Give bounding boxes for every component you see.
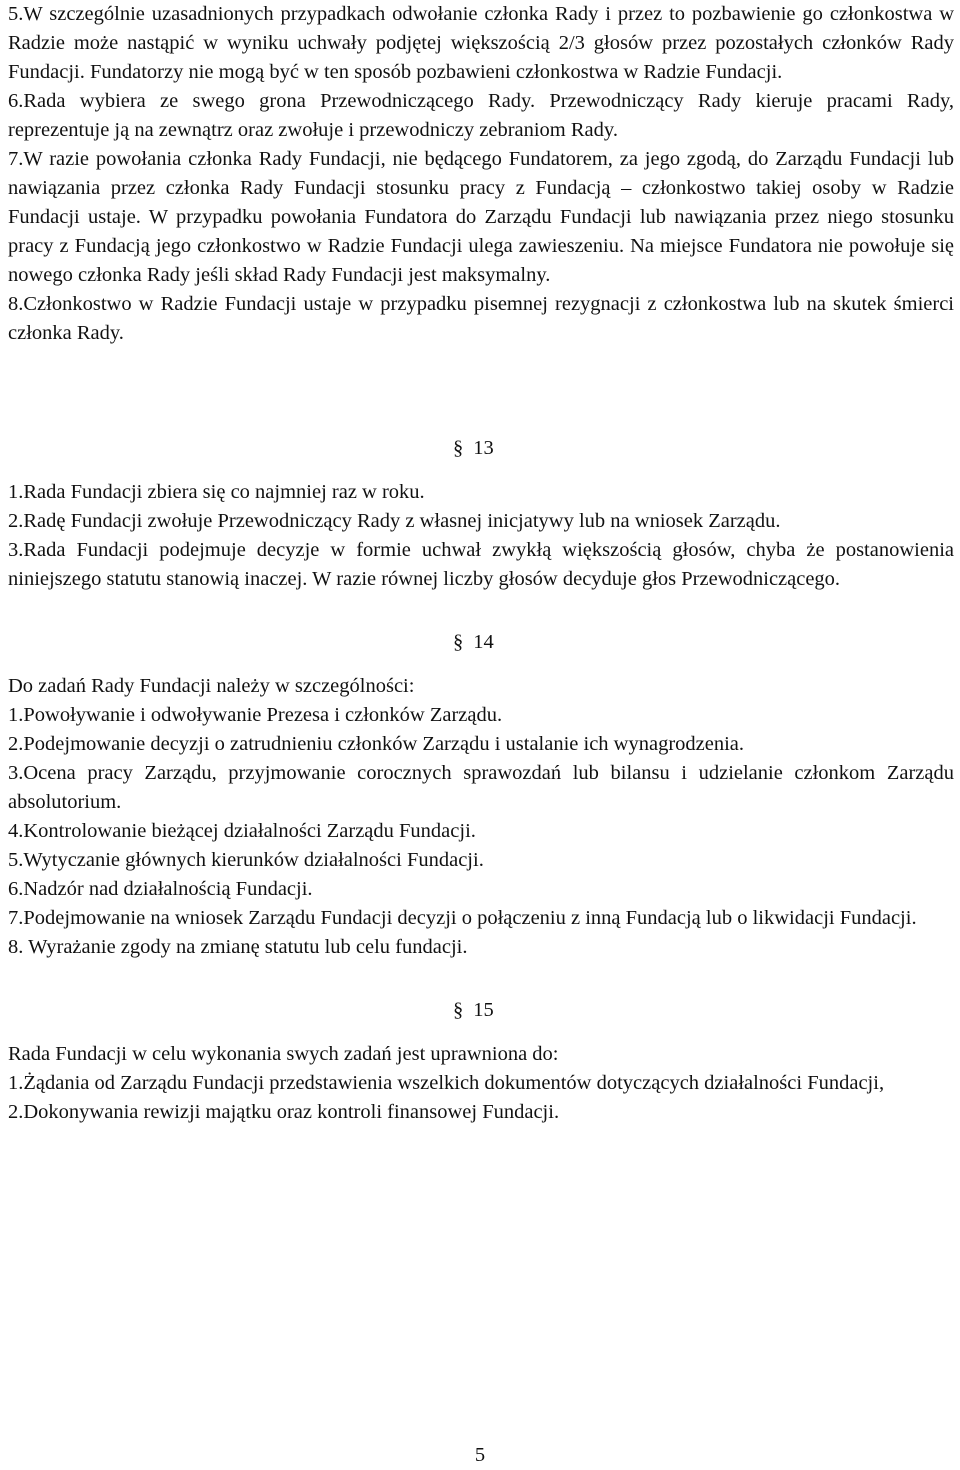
list-item: 2.Dokonywania rewizji majątku oraz kontroli finansowej Fundacji. — [8, 1101, 560, 1123]
paragraph: 5.W szczególnie uzasadnionych przypadkach odwołanie członka Rady i przez to pozbawienie go członkostwa w Radzie może nastąpić w wyniku uchwały podjętej większością 2/3 głosów przez pozostałych członków Rady Fundacji. Fundatorzy nie mogą być w ten sposób pozbawieni członkostwa w Radzie Fundacji. — [8, 3, 954, 83]
section-number: 14 — [473, 631, 494, 653]
section-symbol: § — [453, 437, 464, 459]
paragraph: 6.Rada wybiera ze swego grona Przewodniczącego Rady. Przewodniczący Rady kieruje pracami Rady, reprezentuje ją na zewnątrz oraz zwołuje i przewodniczy zebraniom Rady. — [8, 90, 954, 141]
list-item: 2.Radę Fundacji zwołuje Przewodniczący Rady z własnej inicjatywy lub na wniosek Zarządu. — [8, 510, 781, 532]
section-number: 13 — [473, 437, 494, 459]
top-items — [8, 0, 954, 348]
list-item: 5.Wytyczanie głównych kierunków działalności Fundacji. — [8, 849, 484, 871]
paragraph: 7.W razie powołania członka Rady Fundacji, nie będącego Fundatorem, za jego zgodą, do Zarządu Fundacji lub nawiązania przez członka Rady Fundacji stosunku pracy z Fundacją – członkostwo takiej osoby w Radzie Fundacji ustaje. W przypadku powołania Fundatora do Zarządu Fundacji lub nawiązania przez niego stosunku pracy z Fundacją jego członkostwo w Radzie Fundacji ulega zawieszeniu. Na miejsce Fundatora nie powołuje się nowego członka Rady jeśli skład Rady Fundacji jest maksymalny. — [8, 148, 954, 286]
list-item: 3.Rada Fundacji podejmuje decyzje w formie uchwał zwykłą większością głosów, chyba że postanowienia niniejszego statutu stanowią inaczej. W razie równej liczby głosów decyduje głos Przewodniczącego. — [8, 539, 954, 590]
list-item: 3.Ocena pracy Zarządu, przyjmowanie corocznych sprawozdań lub bilansu i udzielanie członkom Zarządu absolutorium. — [8, 762, 954, 813]
section-symbol: § — [453, 999, 464, 1021]
paragraph: 8.Członkostwo w Radzie Fundacji ustaje w przypadku pisemnej rezygnacji z członkostwa lub na skutek śmierci członka Rady. — [8, 293, 954, 344]
list-item: 6.Nadzór nad działalnością Fundacji. — [8, 878, 313, 900]
section-14 — [8, 628, 954, 962]
section-number: 15 — [473, 999, 494, 1021]
section-intro: Do zadań Rady Fundacji należy w szczególności: — [8, 675, 415, 697]
page-number: 5 — [474, 1444, 486, 1466]
list-item: 1.Powoływanie i odwoływanie Prezesa i członków Zarządu. — [8, 704, 503, 726]
document-page — [8, 0, 954, 1127]
list-item: 2.Podejmowanie decyzji o zatrudnieniu członków Zarządu i ustalanie ich wynagrodzenia. — [8, 733, 745, 755]
list-item: 1.Rada Fundacji zbiera się co najmniej raz w roku. — [8, 481, 425, 503]
list-item: 4.Kontrolowanie bieżącej działalności Zarządu Fundacji. — [8, 820, 476, 842]
section-13 — [8, 434, 954, 594]
section-intro: Rada Fundacji w celu wykonania swych zadań jest uprawniona do: — [8, 1043, 559, 1065]
section-heading — [8, 628, 954, 657]
list-item: 1.Żądania od Zarządu Fundacji przedstawienia wszelkich dokumentów dotyczących działalności Fundacji, — [8, 1072, 885, 1094]
section-15 — [8, 996, 954, 1127]
section-heading — [8, 434, 954, 463]
list-item: 7.Podejmowanie na wniosek Zarządu Fundacji decyzji o połączeniu z inną Fundacją lub o likwidacji Fundacji. — [8, 907, 917, 929]
section-heading — [8, 996, 954, 1025]
list-item: 8. Wyrażanie zgody na zmianę statutu lub celu fundacji. — [8, 936, 468, 958]
section-symbol: § — [453, 631, 464, 653]
